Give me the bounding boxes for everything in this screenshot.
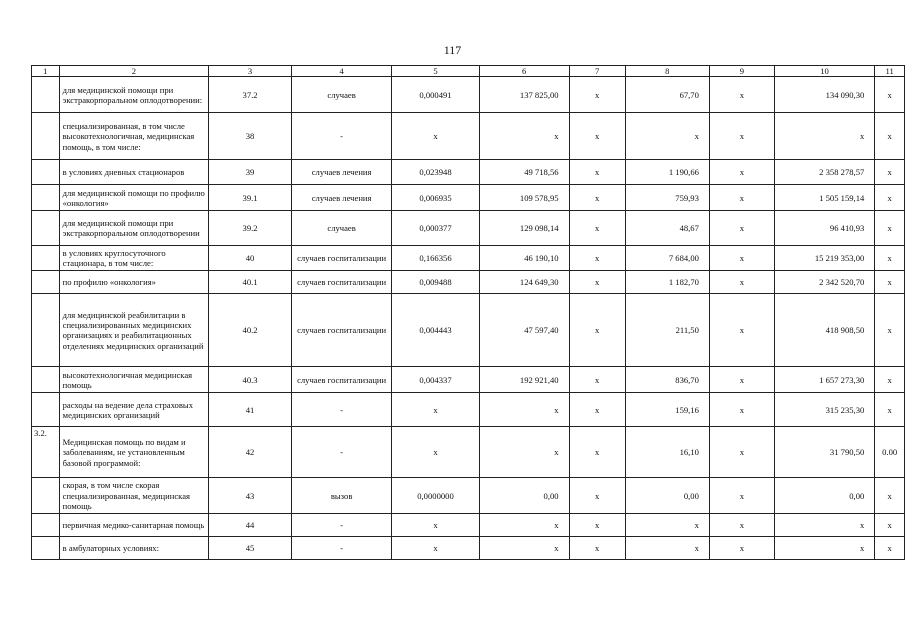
value-col-10: 0,00 bbox=[774, 478, 875, 514]
value-col-7: x bbox=[569, 160, 625, 185]
value-col-5: 0,0000000 bbox=[392, 478, 479, 514]
row-code: 39.2 bbox=[209, 211, 292, 246]
value-col-11: x bbox=[875, 246, 905, 271]
value-col-8: 836,70 bbox=[625, 367, 709, 393]
item-name: первичная медико-санитарная помощь bbox=[59, 514, 209, 537]
item-name: специализированная, в том числе высокотехнологичная, медицинская помощь, в том числе: bbox=[59, 113, 209, 160]
value-col-9: x bbox=[709, 427, 774, 478]
value-col-10: 31 790,50 bbox=[774, 427, 875, 478]
unit: случаев госпитализации bbox=[291, 367, 392, 393]
value-col-5: 0,004337 bbox=[392, 367, 479, 393]
row-code: 39 bbox=[209, 160, 292, 185]
column-number: 9 bbox=[709, 66, 774, 77]
value-col-5: 0,004443 bbox=[392, 294, 479, 367]
value-col-6: 49 718,56 bbox=[479, 160, 569, 185]
value-col-10: 15 219 353,00 bbox=[774, 246, 875, 271]
table-row bbox=[32, 271, 905, 294]
unit: вызов bbox=[291, 478, 392, 514]
value-col-7: x bbox=[569, 271, 625, 294]
value-col-10: 418 908,50 bbox=[774, 294, 875, 367]
value-col-7: x bbox=[569, 478, 625, 514]
value-col-8: 0,00 bbox=[625, 478, 709, 514]
value-col-11: x bbox=[875, 393, 905, 427]
value-col-5: 0,166356 bbox=[392, 246, 479, 271]
value-col-11: 0.00 bbox=[875, 427, 905, 478]
value-col-10: x bbox=[774, 514, 875, 537]
value-col-8: 16,10 bbox=[625, 427, 709, 478]
value-col-8: 7 684,00 bbox=[625, 246, 709, 271]
value-col-10: 1 657 273,30 bbox=[774, 367, 875, 393]
row-code: 41 bbox=[209, 393, 292, 427]
value-col-7: x bbox=[569, 113, 625, 160]
value-col-6: 137 825,00 bbox=[479, 77, 569, 113]
section-number bbox=[32, 537, 60, 560]
column-number: 2 bbox=[59, 66, 209, 77]
value-col-10: 2 358 278,57 bbox=[774, 160, 875, 185]
value-col-9: x bbox=[709, 537, 774, 560]
value-col-7: x bbox=[569, 211, 625, 246]
table-row bbox=[32, 160, 905, 185]
value-col-7: x bbox=[569, 77, 625, 113]
unit: - bbox=[291, 113, 392, 160]
value-col-11: x bbox=[875, 113, 905, 160]
table-row bbox=[32, 185, 905, 211]
value-col-5: x bbox=[392, 514, 479, 537]
value-col-10: 96 410,93 bbox=[774, 211, 875, 246]
row-code: 40.3 bbox=[209, 367, 292, 393]
table-row bbox=[32, 537, 905, 560]
unit: случаев госпитализации bbox=[291, 246, 392, 271]
table-row bbox=[32, 246, 905, 271]
unit: - bbox=[291, 537, 392, 560]
value-col-6: x bbox=[479, 537, 569, 560]
item-name: для медицинской помощи при экстракорпоральном оплодотворении: bbox=[59, 77, 209, 113]
table-row bbox=[32, 294, 905, 367]
value-col-7: x bbox=[569, 537, 625, 560]
value-col-7: x bbox=[569, 367, 625, 393]
value-col-5: x bbox=[392, 427, 479, 478]
table-row bbox=[32, 514, 905, 537]
value-col-6: x bbox=[479, 393, 569, 427]
item-name: Медицинская помощь по видам и заболеваниям, не установленным базовой программой: bbox=[59, 427, 209, 478]
unit: случаев лечения bbox=[291, 185, 392, 211]
unit: случаев госпитализации bbox=[291, 271, 392, 294]
table-row bbox=[32, 427, 905, 478]
section-number bbox=[32, 211, 60, 246]
value-col-8: x bbox=[625, 537, 709, 560]
value-col-11: x bbox=[875, 478, 905, 514]
value-col-5: 0,000377 bbox=[392, 211, 479, 246]
table-row bbox=[32, 393, 905, 427]
value-col-5: x bbox=[392, 393, 479, 427]
value-col-8: 159,16 bbox=[625, 393, 709, 427]
value-col-6: 129 098,14 bbox=[479, 211, 569, 246]
value-col-9: x bbox=[709, 271, 774, 294]
value-col-10: 134 090,30 bbox=[774, 77, 875, 113]
value-col-9: x bbox=[709, 211, 774, 246]
row-code: 42 bbox=[209, 427, 292, 478]
value-col-5: 0,009488 bbox=[392, 271, 479, 294]
section-number bbox=[32, 113, 60, 160]
item-name: в амбулаторных условиях: bbox=[59, 537, 209, 560]
value-col-5: 0,023948 bbox=[392, 160, 479, 185]
value-col-9: x bbox=[709, 393, 774, 427]
table-row bbox=[32, 113, 905, 160]
value-col-8: 67,70 bbox=[625, 77, 709, 113]
section-number: 3.2. bbox=[32, 427, 60, 478]
column-number: 8 bbox=[625, 66, 709, 77]
section-number bbox=[32, 185, 60, 211]
value-col-8: x bbox=[625, 113, 709, 160]
value-col-9: x bbox=[709, 160, 774, 185]
value-col-10: 2 342 520,70 bbox=[774, 271, 875, 294]
column-number: 5 bbox=[392, 66, 479, 77]
unit: случаев лечения bbox=[291, 160, 392, 185]
column-number: 7 bbox=[569, 66, 625, 77]
column-number: 10 bbox=[774, 66, 875, 77]
unit: случаев bbox=[291, 211, 392, 246]
table-row bbox=[32, 478, 905, 514]
value-col-8: 759,93 bbox=[625, 185, 709, 211]
page-number: 117 bbox=[443, 43, 462, 57]
value-col-7: x bbox=[569, 393, 625, 427]
section-number bbox=[32, 367, 60, 393]
value-col-8: 1 190,66 bbox=[625, 160, 709, 185]
value-col-11: x bbox=[875, 211, 905, 246]
unit: случаев госпитализации bbox=[291, 294, 392, 367]
value-col-11: x bbox=[875, 294, 905, 367]
value-col-8: x bbox=[625, 514, 709, 537]
value-col-7: x bbox=[569, 294, 625, 367]
table-row bbox=[32, 367, 905, 393]
value-col-9: x bbox=[709, 113, 774, 160]
value-col-9: x bbox=[709, 478, 774, 514]
value-col-10: x bbox=[774, 537, 875, 560]
header-row bbox=[32, 66, 905, 77]
value-col-6: x bbox=[479, 113, 569, 160]
value-col-7: x bbox=[569, 514, 625, 537]
value-col-8: 211,50 bbox=[625, 294, 709, 367]
value-col-9: x bbox=[709, 294, 774, 367]
row-code: 40.1 bbox=[209, 271, 292, 294]
table-row bbox=[32, 211, 905, 246]
item-name: для медицинской помощи при экстракорпоральном оплодотворении bbox=[59, 211, 209, 246]
value-col-5: x bbox=[392, 113, 479, 160]
row-code: 43 bbox=[209, 478, 292, 514]
value-col-7: x bbox=[569, 427, 625, 478]
item-name: в условиях круглосуточного стационара, в том числе: bbox=[59, 246, 209, 271]
value-col-6: 109 578,95 bbox=[479, 185, 569, 211]
unit: - bbox=[291, 514, 392, 537]
row-code: 38 bbox=[209, 113, 292, 160]
value-col-9: x bbox=[709, 77, 774, 113]
value-col-9: x bbox=[709, 185, 774, 211]
item-name: скорая, в том числе скорая специализированная, медицинская помощь bbox=[59, 478, 209, 514]
value-col-6: x bbox=[479, 514, 569, 537]
section-number bbox=[32, 514, 60, 537]
item-name: для медицинской помощи по профилю «онкология» bbox=[59, 185, 209, 211]
value-col-11: x bbox=[875, 271, 905, 294]
value-col-6: 47 597,40 bbox=[479, 294, 569, 367]
value-col-11: x bbox=[875, 537, 905, 560]
value-col-7: x bbox=[569, 246, 625, 271]
row-code: 39.1 bbox=[209, 185, 292, 211]
row-code: 45 bbox=[209, 537, 292, 560]
section-number bbox=[32, 271, 60, 294]
value-col-6: 124 649,30 bbox=[479, 271, 569, 294]
value-col-9: x bbox=[709, 367, 774, 393]
section-number bbox=[32, 393, 60, 427]
unit: - bbox=[291, 427, 392, 478]
section-number bbox=[32, 77, 60, 113]
section-number bbox=[32, 478, 60, 514]
column-number: 6 bbox=[479, 66, 569, 77]
value-col-5: 0,000491 bbox=[392, 77, 479, 113]
value-col-6: 0,00 bbox=[479, 478, 569, 514]
value-col-8: 48,67 bbox=[625, 211, 709, 246]
value-col-11: x bbox=[875, 160, 905, 185]
item-name: для медицинской реабилитации в специализированных медицинских организациях и реабилитационных отделениях медицинских организаций bbox=[59, 294, 209, 367]
row-code: 37.2 bbox=[209, 77, 292, 113]
value-col-6: 46 190,10 bbox=[479, 246, 569, 271]
value-col-5: x bbox=[392, 537, 479, 560]
item-name: по профилю «онкология» bbox=[59, 271, 209, 294]
value-col-11: x bbox=[875, 514, 905, 537]
value-col-5: 0,006935 bbox=[392, 185, 479, 211]
column-number: 11 bbox=[875, 66, 905, 77]
table-row bbox=[32, 77, 905, 113]
row-code: 40 bbox=[209, 246, 292, 271]
value-col-6: 192 921,40 bbox=[479, 367, 569, 393]
value-col-8: 1 182,70 bbox=[625, 271, 709, 294]
value-col-10: 315 235,30 bbox=[774, 393, 875, 427]
value-col-7: x bbox=[569, 185, 625, 211]
value-col-10: x bbox=[774, 113, 875, 160]
column-number: 1 bbox=[32, 66, 60, 77]
column-number: 4 bbox=[291, 66, 392, 77]
section-number bbox=[32, 160, 60, 185]
column-number: 3 bbox=[209, 66, 292, 77]
item-name: расходы на ведение дела страховых медицинских организаций bbox=[59, 393, 209, 427]
value-col-11: x bbox=[875, 367, 905, 393]
value-col-11: x bbox=[875, 77, 905, 113]
row-code: 40.2 bbox=[209, 294, 292, 367]
item-name: высокотехнологичная медицинская помощь bbox=[59, 367, 209, 393]
section-number bbox=[32, 246, 60, 271]
unit: - bbox=[291, 393, 392, 427]
data-table bbox=[31, 65, 905, 560]
section-number bbox=[32, 294, 60, 367]
value-col-9: x bbox=[709, 246, 774, 271]
item-name: в условиях дневных стационаров bbox=[59, 160, 209, 185]
value-col-9: x bbox=[709, 514, 774, 537]
value-col-11: x bbox=[875, 185, 905, 211]
row-code: 44 bbox=[209, 514, 292, 537]
value-col-6: x bbox=[479, 427, 569, 478]
value-col-10: 1 505 159,14 bbox=[774, 185, 875, 211]
unit: случаев bbox=[291, 77, 392, 113]
